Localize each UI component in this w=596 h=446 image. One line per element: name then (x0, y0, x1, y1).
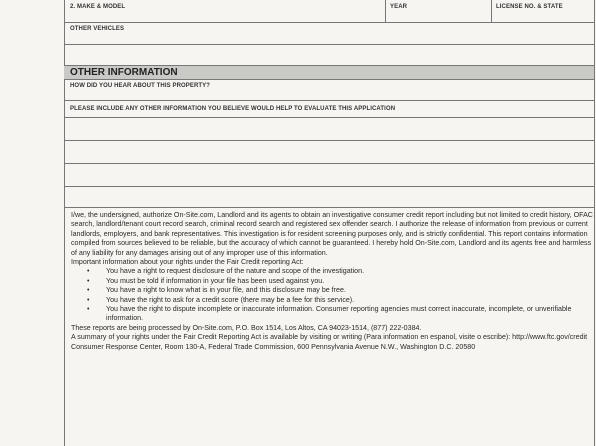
fcra-summary: A summary of your rights under the Fair Credit Reporting Act is available by visiting or writing (Para information en espanol, visite o escribe): http://www.ftc.gov/credit (71, 333, 588, 342)
rights-intro: Important information about your rights under the Fair Credit reporting Act: (71, 258, 304, 267)
other-vehicles-label: OTHER VEHICLES (70, 26, 125, 32)
how-heard-field[interactable] (65, 90, 594, 100)
additional-info-line-2[interactable] (65, 141, 594, 163)
row-line (64, 79, 595, 80)
license-field[interactable] (492, 12, 594, 22)
additional-info-line-3[interactable] (65, 164, 594, 186)
row-line (64, 207, 595, 208)
rights-item: • You must be told if information in your file has been used against you. (71, 277, 596, 286)
rights-item: • You have the right to dispute incomplete or inaccurate information. Consumer reporting agencies must correct inaccurate, incomplete, or unverifiable information. (71, 305, 596, 324)
row-line (64, 44, 595, 45)
authorization-paragraph: I/we, the undersigned, authorize On-Site.com, Landlord and its agents to obtain an investigative consumer credit report including but not limited to credit history, OFAC search, landlord/tenant court record search, criminal record search and registered sex offender search. I authorize the release of information from previous or current landlords, employers, and bank representatives. This investigation is for resident screening purposes only, and is strictly confidential. This report contains information compiled from sources believed to be reliable, but the accuracy of which cannot be guaranteed. I hereby hold On-Site.com, Landlord and its agents free and harmless of any liability for any damages arising out of any improper use of this information. (71, 211, 593, 257)
rights-list (71, 267, 596, 323)
section-title: OTHER INFORMATION (70, 67, 178, 78)
row-line (64, 100, 595, 101)
please-include-label: PLEASE INCLUDE ANY OTHER INFORMATION YOU BELIEVE WOULD HELP TO EVALUATE THIS APPLICATION (70, 106, 396, 112)
rights-item: • You have a right to request disclosure of the nature and scope of the investigation. (71, 267, 596, 276)
authorization-text (71, 211, 596, 352)
license-label: LICENSE NO. & STATE (496, 4, 563, 10)
additional-info-line-1[interactable] (65, 118, 594, 140)
make-model-field[interactable] (65, 12, 385, 22)
make-model-label: 2. MAKE & MODEL (70, 4, 126, 10)
rights-item: • You have the right to ask for a credit score (there may be a fee for this service). (71, 296, 596, 305)
processed-by: These reports are being processed by On-Site.com, P.O. Box 1514, Los Altos, CA 94023-1514, (877) 222-0384. (71, 323, 422, 332)
how-heard-label: HOW DID YOU HEAR ABOUT THIS PROPERTY? (70, 83, 211, 89)
year-field[interactable] (386, 12, 491, 22)
row-line (64, 22, 595, 23)
rights-item: • You have a right to know what is in your file, and this disclosure may be free. (71, 286, 596, 295)
additional-info-line-4[interactable] (65, 187, 594, 207)
ftc-address: Consumer Response Center, Room 130-A, Federal Trade Commission, 600 Pennsylvania Avenue N.W., Washington D.C. 20580 (71, 342, 476, 351)
year-label: YEAR (390, 4, 408, 10)
other-vehicles-field[interactable] (65, 34, 594, 44)
